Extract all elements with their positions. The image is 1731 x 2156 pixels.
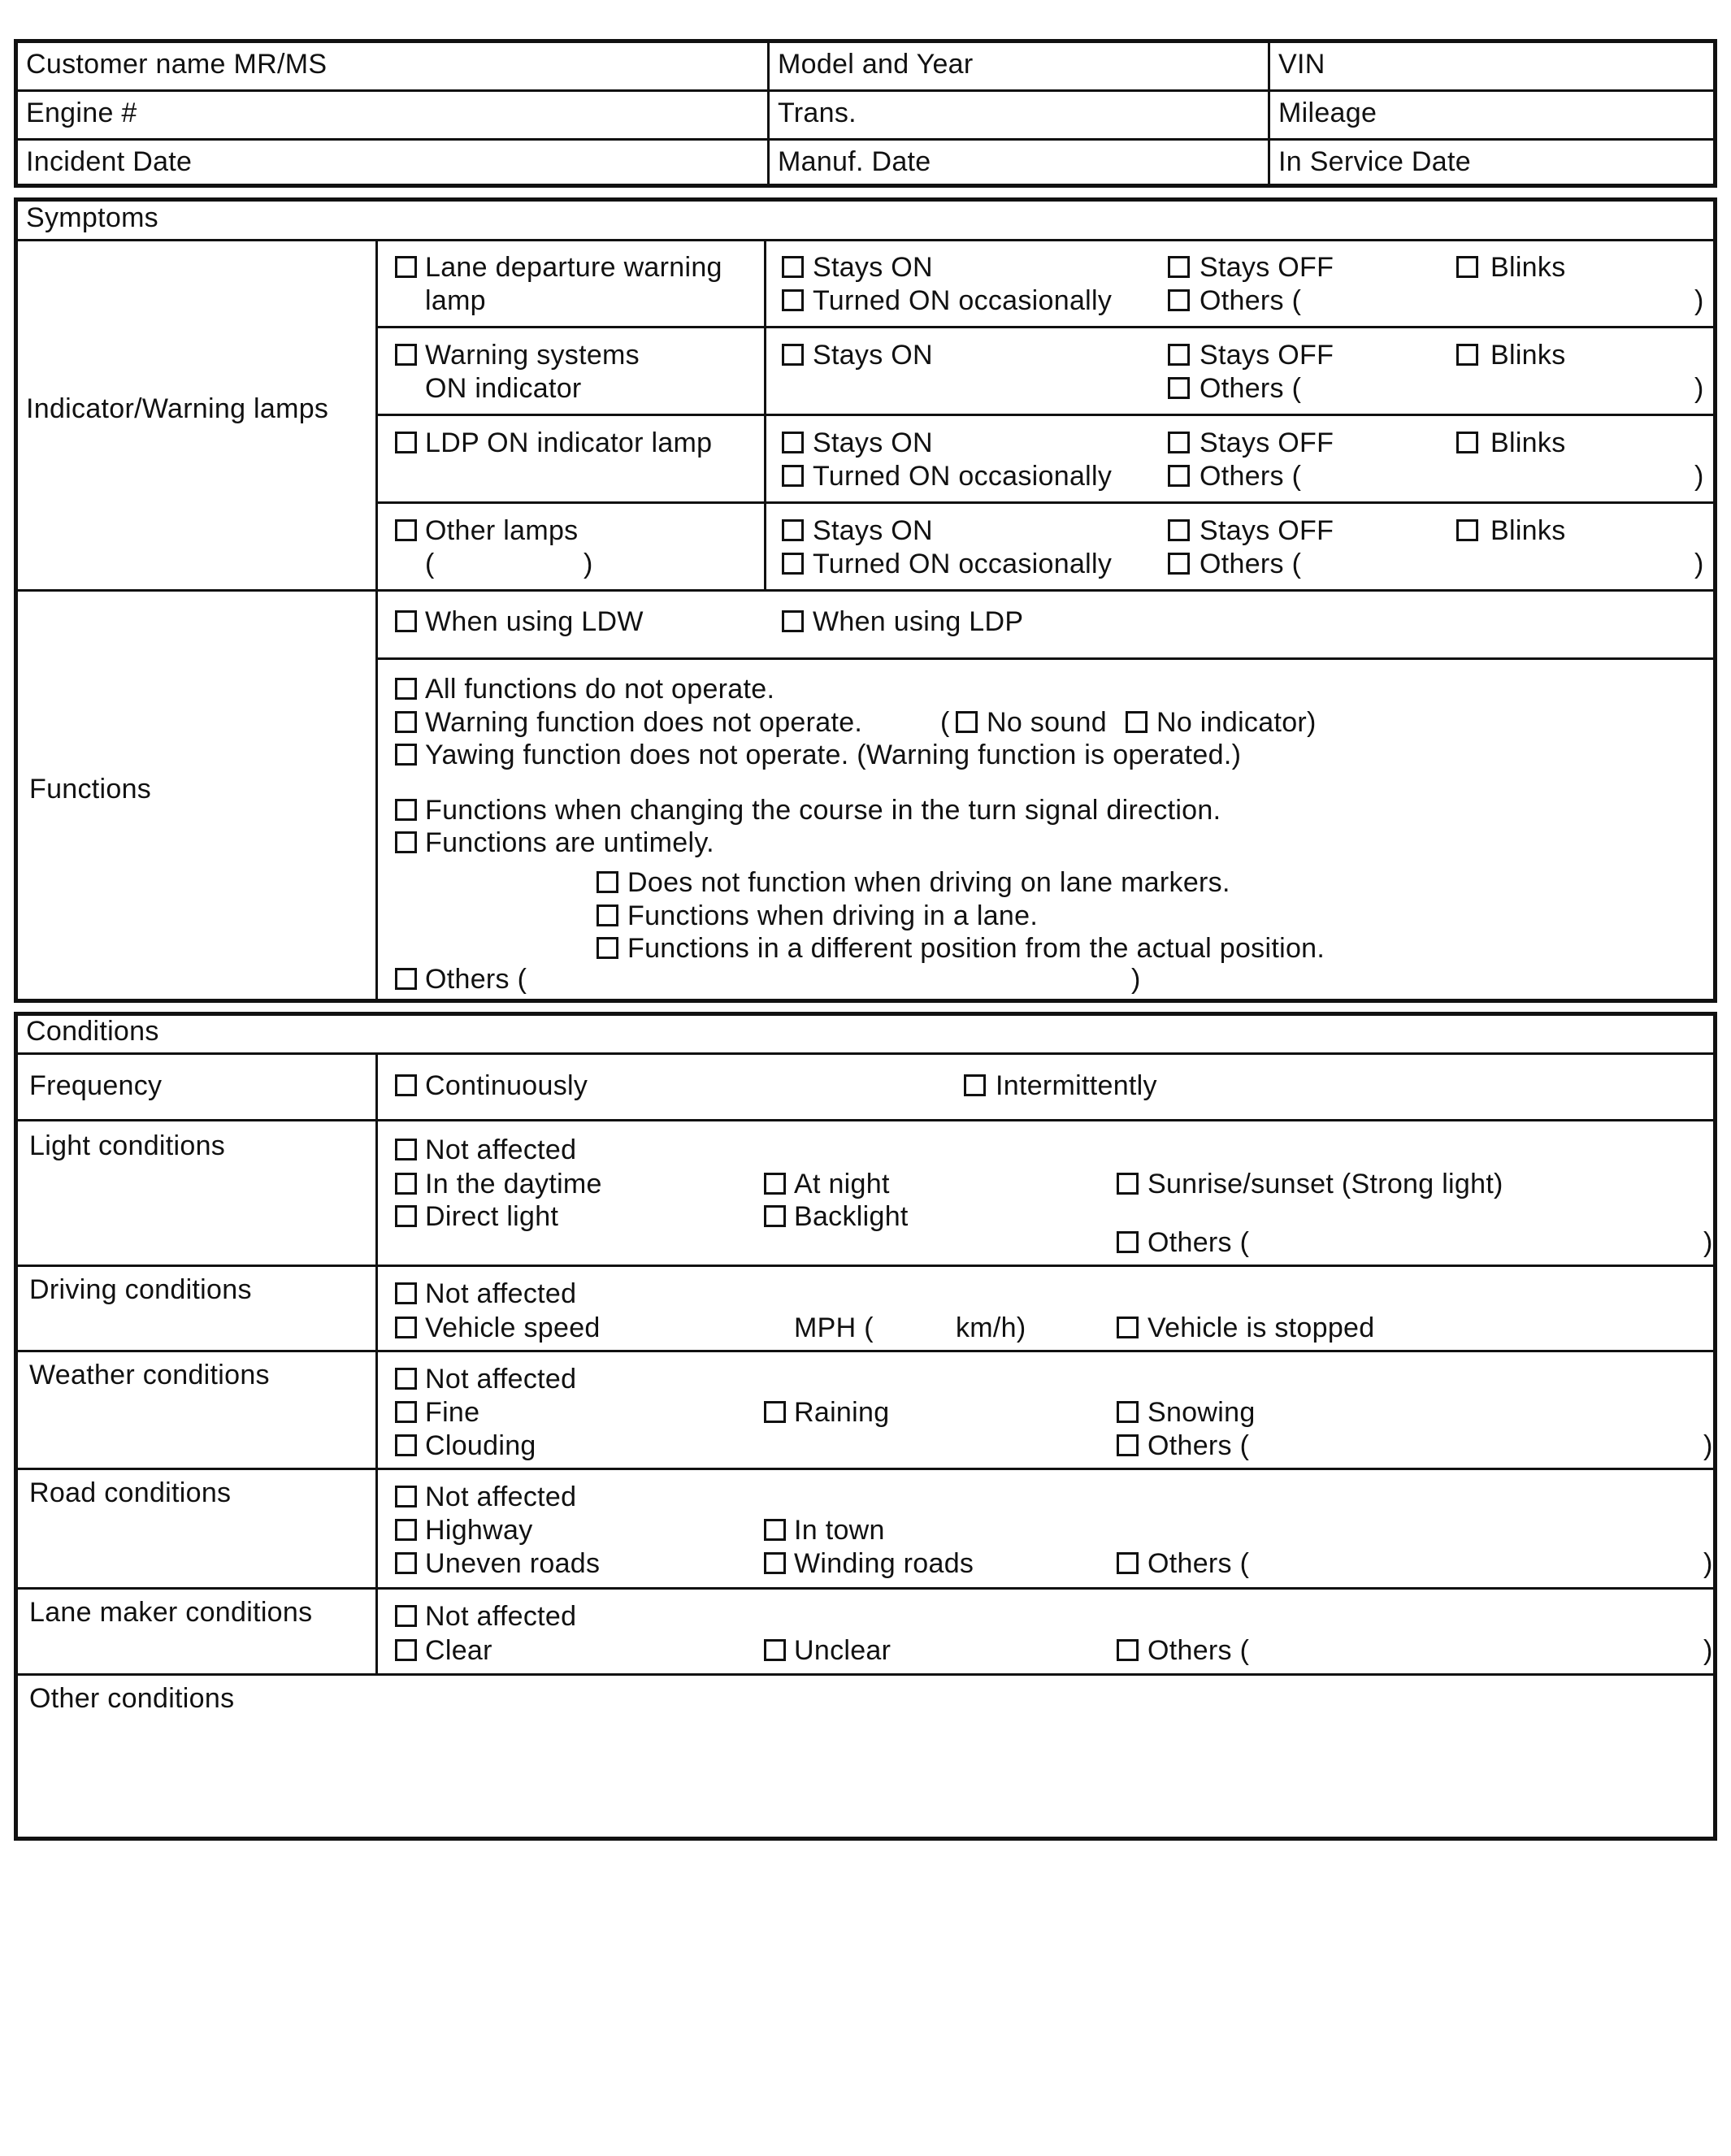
yawing-function-checkbox[interactable]	[395, 744, 417, 766]
functions-course-label: Functions when changing the course in the turn signal direction.	[425, 795, 1221, 826]
warning-function-label: Warning function does not operate.	[425, 707, 863, 738]
others-label: Others (	[1200, 461, 1302, 492]
at-night-checkbox[interactable]	[764, 1173, 786, 1195]
uneven-roads-label: Uneven roads	[425, 1548, 601, 1579]
road-others-checkbox[interactable]	[1117, 1552, 1139, 1574]
blinks-label: Blinks	[1490, 252, 1566, 283]
functions-untimely-label: Functions are untimely.	[425, 827, 714, 858]
in-daytime-label: In the daytime	[425, 1169, 602, 1199]
others-label: Others (	[1147, 1227, 1250, 1258]
not-affected-label: Not affected	[425, 1481, 577, 1512]
sunrise-sunset-checkbox[interactable]	[1117, 1173, 1139, 1195]
raining-checkbox[interactable]	[764, 1401, 786, 1423]
warning-function-checkbox[interactable]	[395, 711, 417, 733]
direct-light-label: Direct light	[425, 1201, 559, 1232]
row-divider	[18, 1350, 1713, 1352]
driving-not-affected-checkbox[interactable]	[395, 1282, 417, 1304]
fine-label: Fine	[425, 1397, 480, 1428]
road-conditions-label: Road conditions	[29, 1477, 232, 1508]
intermittently-checkbox[interactable]	[964, 1074, 986, 1096]
light-conditions-label: Light conditions	[29, 1130, 226, 1161]
highway-checkbox[interactable]	[395, 1519, 417, 1541]
close-paren: )	[1703, 1430, 1713, 1461]
row-divider	[375, 326, 1713, 328]
stays-off-checkbox[interactable]	[1168, 256, 1190, 278]
functions-lane-label: Functions when driving in a lane.	[627, 900, 1039, 931]
others-checkbox[interactable]	[1168, 289, 1190, 311]
in-town-label: In town	[794, 1515, 885, 1546]
others-checkbox[interactable]	[1168, 377, 1190, 399]
lane-maker-conditions-label: Lane maker conditions	[29, 1597, 313, 1628]
others-label: Others (	[1200, 285, 1302, 316]
blinks-label: Blinks	[1490, 515, 1566, 546]
stays-on-checkbox[interactable]	[782, 256, 804, 278]
functions-label: Functions	[29, 774, 152, 805]
no-indicator-checkbox[interactable]	[1126, 711, 1147, 733]
row-divider	[18, 1673, 1713, 1676]
close-paren: )	[1694, 461, 1704, 492]
light-not-affected-checkbox[interactable]	[395, 1139, 417, 1160]
blinks-label: Blinks	[1490, 427, 1566, 458]
stays-on-label: Stays ON	[813, 515, 933, 546]
col-divider	[1268, 43, 1270, 184]
turned-on-checkbox[interactable]	[782, 553, 804, 575]
driving-conditions-label: Driving conditions	[29, 1274, 252, 1305]
close-paren: )	[1131, 964, 1141, 995]
row-divider	[18, 589, 1713, 592]
close-paren: )	[1694, 373, 1704, 404]
blinks-checkbox[interactable]	[1456, 432, 1478, 453]
not-affected-label: Not affected	[425, 1364, 577, 1395]
other-conditions-field[interactable]	[23, 1719, 1707, 1833]
close-paren: )	[1703, 1548, 1713, 1579]
no-sound-label: No sound	[987, 707, 1107, 738]
col-divider	[764, 239, 766, 589]
row-divider	[18, 1119, 1713, 1121]
lamp-name: Warning systems	[425, 340, 640, 371]
winding-roads-label: Winding roads	[794, 1548, 974, 1579]
stays-on-checkbox[interactable]	[782, 519, 804, 541]
backlight-checkbox[interactable]	[764, 1205, 786, 1227]
raining-label: Raining	[794, 1397, 890, 1428]
clear-label: Clear	[425, 1635, 492, 1666]
row-divider	[18, 138, 1713, 141]
when-using-ldp-label: When using LDP	[813, 606, 1024, 637]
yawing-function-label: Yawing function does not operate. (Warning function is operated.)	[425, 740, 1242, 770]
incident-date-label: Incident Date	[26, 146, 193, 177]
when-using-ldw-label: When using LDW	[425, 606, 644, 637]
kmh-label: km/h)	[956, 1312, 1026, 1343]
other-lamps-checkbox[interactable]	[395, 519, 417, 541]
close-paren: )	[584, 549, 593, 579]
functions-course-checkbox[interactable]	[395, 799, 417, 821]
sunrise-sunset-label: Sunrise/sunset (Strong light)	[1147, 1169, 1503, 1199]
lamp-name: lamp	[425, 285, 486, 316]
functions-lane-checkbox[interactable]	[597, 904, 618, 926]
others-label: Others (	[1147, 1548, 1250, 1579]
frequency-label: Frequency	[29, 1070, 163, 1101]
warning-systems-on-indicator-checkbox[interactable]	[395, 344, 417, 366]
lamp-name: Lane departure warning	[425, 252, 722, 283]
close-paren: )	[1703, 1227, 1713, 1258]
lane-departure-warning-lamp-checkbox[interactable]	[395, 256, 417, 278]
no-indicator-label: No indicator)	[1156, 707, 1317, 738]
snowing-checkbox[interactable]	[1117, 1401, 1139, 1423]
continuously-label: Continuously	[425, 1070, 588, 1101]
mph-label: MPH (	[794, 1312, 874, 1343]
unclear-label: Unclear	[794, 1635, 892, 1666]
clouding-checkbox[interactable]	[395, 1434, 417, 1456]
vehicle-stopped-checkbox[interactable]	[1117, 1317, 1139, 1338]
vehicle-speed-label: Vehicle speed	[425, 1312, 601, 1343]
turned-on-checkbox[interactable]	[782, 289, 804, 311]
stays-off-label: Stays OFF	[1200, 340, 1334, 371]
blinks-checkbox[interactable]	[1456, 519, 1478, 541]
clouding-label: Clouding	[425, 1430, 536, 1461]
row-divider	[18, 1468, 1713, 1470]
functions-others-checkbox[interactable]	[395, 968, 417, 990]
others-label: Others (	[1200, 373, 1302, 404]
row-divider	[18, 89, 1713, 92]
close-paren: )	[1694, 549, 1704, 579]
others-checkbox[interactable]	[1168, 465, 1190, 487]
in-town-checkbox[interactable]	[764, 1519, 786, 1541]
continuously-checkbox[interactable]	[395, 1074, 417, 1096]
weather-others-checkbox[interactable]	[1117, 1434, 1139, 1456]
not-affected-label: Not affected	[425, 1278, 577, 1309]
col-divider	[767, 43, 770, 184]
row-divider	[18, 1587, 1713, 1590]
functions-untimely-checkbox[interactable]	[395, 831, 417, 853]
row-divider	[375, 414, 1713, 416]
stays-off-checkbox[interactable]	[1168, 344, 1190, 366]
turned-on-label: Turned ON occasionally	[813, 285, 1113, 316]
model-year-label: Model and Year	[778, 49, 974, 80]
open-paren: (	[425, 549, 435, 579]
others-checkbox[interactable]	[1168, 553, 1190, 575]
lane-others-checkbox[interactable]	[1117, 1639, 1139, 1661]
stays-on-checkbox[interactable]	[782, 432, 804, 453]
row-divider	[375, 657, 1713, 660]
highway-label: Highway	[425, 1515, 533, 1546]
not-function-markers-checkbox[interactable]	[597, 871, 618, 893]
uneven-roads-checkbox[interactable]	[395, 1552, 417, 1574]
functions-position-checkbox[interactable]	[597, 937, 618, 959]
trans-label: Trans.	[778, 98, 857, 128]
stays-on-checkbox[interactable]	[782, 344, 804, 366]
vehicle-speed-checkbox[interactable]	[395, 1317, 417, 1338]
when-using-ldw-checkbox[interactable]	[395, 610, 417, 632]
light-others-checkbox[interactable]	[1117, 1231, 1139, 1253]
title-divider	[18, 239, 1713, 241]
backlight-label: Backlight	[794, 1201, 909, 1232]
all-functions-label: All functions do not operate.	[425, 674, 775, 705]
turned-on-checkbox[interactable]	[782, 465, 804, 487]
lamp-name: LDP ON indicator lamp	[425, 427, 713, 458]
functions-others-label: Others (	[425, 964, 527, 995]
direct-light-checkbox[interactable]	[395, 1205, 417, 1227]
turned-on-label: Turned ON occasionally	[813, 461, 1113, 492]
stays-off-checkbox[interactable]	[1168, 519, 1190, 541]
in-daytime-checkbox[interactable]	[395, 1173, 417, 1195]
engine-label: Engine #	[26, 98, 137, 128]
intermittently-label: Intermittently	[996, 1070, 1157, 1101]
stays-on-label: Stays ON	[813, 427, 933, 458]
vin-label: VIN	[1278, 49, 1325, 80]
indicator-warning-lamps-label: Indicator/Warning lamps	[26, 393, 329, 424]
others-label: Others (	[1147, 1430, 1250, 1461]
other-conditions-label: Other conditions	[29, 1683, 235, 1714]
clear-checkbox[interactable]	[395, 1639, 417, 1661]
lamp-name: ON indicator	[425, 373, 582, 404]
mileage-label: Mileage	[1278, 98, 1377, 128]
when-using-ldp-checkbox[interactable]	[782, 610, 804, 632]
open-paren: (	[940, 707, 950, 738]
snowing-label: Snowing	[1147, 1397, 1256, 1428]
stays-off-label: Stays OFF	[1200, 252, 1334, 283]
col-divider	[375, 239, 378, 999]
title-divider	[18, 1052, 1713, 1055]
stays-off-checkbox[interactable]	[1168, 432, 1190, 453]
blinks-checkbox[interactable]	[1456, 344, 1478, 366]
symptoms-title: Symptoms	[26, 202, 158, 233]
stays-on-label: Stays ON	[813, 252, 933, 283]
row-divider	[18, 1265, 1713, 1267]
stays-off-label: Stays OFF	[1200, 515, 1334, 546]
unclear-checkbox[interactable]	[764, 1639, 786, 1661]
not-function-markers-label: Does not function when driving on lane markers.	[627, 867, 1230, 898]
weather-not-affected-checkbox[interactable]	[395, 1368, 417, 1390]
no-sound-checkbox[interactable]	[956, 711, 978, 733]
close-paren: )	[1703, 1635, 1713, 1666]
lane-not-affected-checkbox[interactable]	[395, 1605, 417, 1627]
weather-conditions-label: Weather conditions	[29, 1360, 270, 1390]
fine-checkbox[interactable]	[395, 1401, 417, 1423]
ldp-on-indicator-lamp-checkbox[interactable]	[395, 432, 417, 453]
at-night-label: At night	[794, 1169, 890, 1199]
in-service-date-label: In Service Date	[1278, 146, 1471, 177]
row-divider	[375, 501, 1713, 504]
functions-position-label: Functions in a different position from the actual position.	[627, 933, 1325, 964]
not-affected-label: Not affected	[425, 1134, 577, 1165]
winding-roads-checkbox[interactable]	[764, 1552, 786, 1574]
others-label: Others (	[1147, 1635, 1250, 1666]
blinks-label: Blinks	[1490, 340, 1566, 371]
col-divider	[375, 1052, 378, 1673]
lamp-name: Other lamps	[425, 515, 579, 546]
stays-off-label: Stays OFF	[1200, 427, 1334, 458]
blinks-checkbox[interactable]	[1456, 256, 1478, 278]
not-affected-label: Not affected	[425, 1601, 577, 1632]
road-not-affected-checkbox[interactable]	[395, 1486, 417, 1507]
customer-name-label: Customer name MR/MS	[26, 49, 328, 80]
stays-on-label: Stays ON	[813, 340, 933, 371]
others-label: Others (	[1200, 549, 1302, 579]
all-functions-checkbox[interactable]	[395, 678, 417, 700]
close-paren: )	[1694, 285, 1704, 316]
manuf-date-label: Manuf. Date	[778, 146, 931, 177]
vehicle-stopped-label: Vehicle is stopped	[1147, 1312, 1375, 1343]
turned-on-label: Turned ON occasionally	[813, 549, 1113, 579]
conditions-title: Conditions	[26, 1016, 159, 1047]
